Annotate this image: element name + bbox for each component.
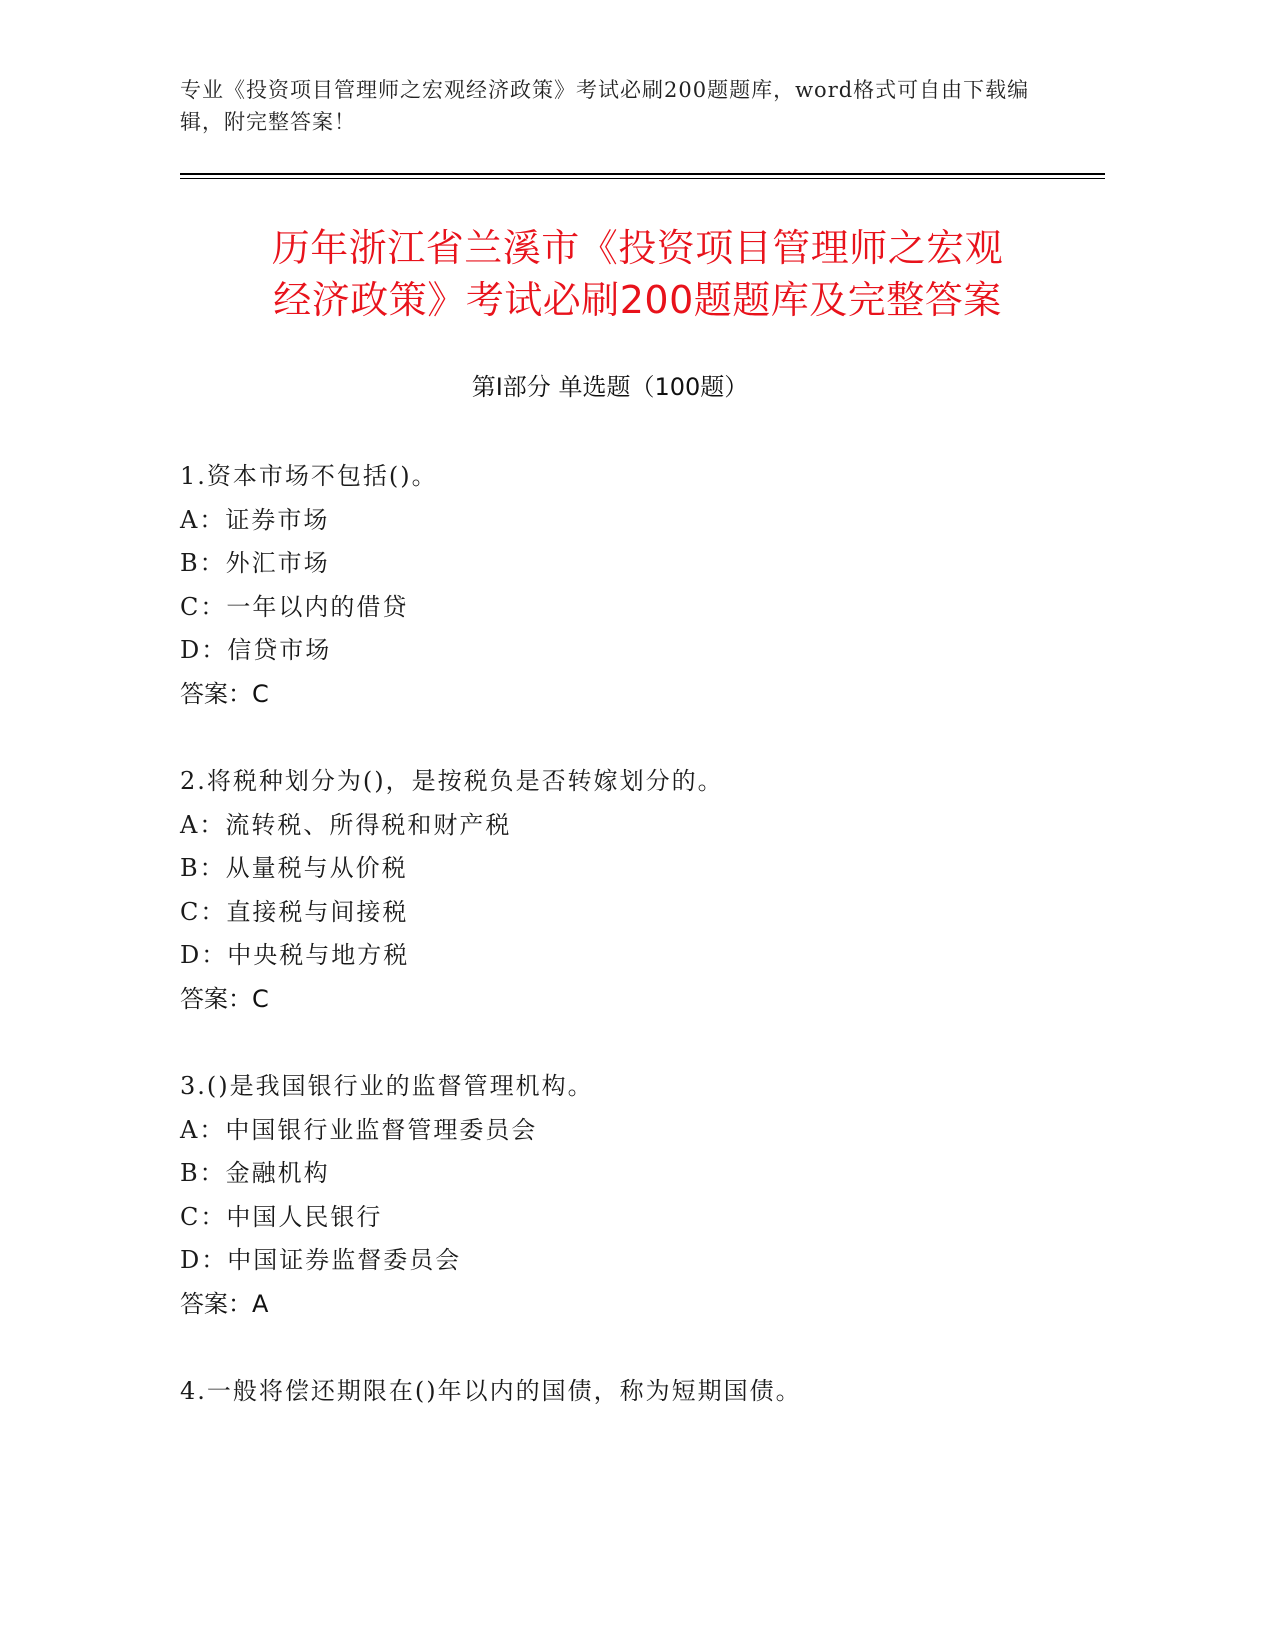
option-c: C：一年以内的借贷 — [180, 592, 409, 621]
document-title — [120, 222, 1155, 326]
question-1 — [180, 455, 1110, 716]
header-note: 专业《投资项目管理师之宏观经济政策》考试必刷200题题库，word格式可自由下载编辑，附完整答案！ — [180, 78, 1030, 134]
option-c: C：直接税与间接税 — [180, 897, 409, 926]
question-list — [180, 455, 1110, 1458]
question-stem: 1.资本市场不包括()。 — [180, 462, 438, 490]
answer: 答案：C — [180, 679, 269, 708]
question-4 — [180, 1370, 1110, 1414]
question-2 — [180, 760, 1110, 1021]
answer: 答案：A — [180, 1289, 269, 1318]
option-b: B：外汇市场 — [180, 549, 330, 577]
answer: 答案：C — [180, 984, 269, 1013]
option-a: A：中国银行业监督管理委员会 — [180, 1115, 538, 1144]
question-3 — [180, 1065, 1110, 1326]
section-title: 第I部分 单选题（100题） — [471, 373, 749, 401]
option-c: C：中国人民银行 — [180, 1202, 383, 1231]
option-d: D：中国证券监督委员会 — [180, 1246, 462, 1274]
option-a: A：证券市场 — [180, 505, 330, 534]
title-line-1: 历年浙江省兰溪市《投资项目管理师之宏观 — [271, 226, 1004, 270]
header-rule-thin — [180, 178, 1105, 179]
option-a: A：流转税、所得税和财产税 — [180, 810, 512, 839]
header-rule-thick — [180, 173, 1105, 175]
question-stem: 2.将税种划分为()，是按税负是否转嫁划分的。 — [180, 767, 724, 795]
option-d: D：信贷市场 — [180, 636, 332, 664]
option-b: B：从量税与从价税 — [180, 854, 408, 882]
option-d: D：中央税与地方税 — [180, 941, 410, 969]
title-line-2: 经济政策》考试必刷200题题库及完整答案 — [273, 278, 1002, 322]
option-b: B：金融机构 — [180, 1159, 330, 1187]
question-stem: 3.()是我国银行业的监督管理机构。 — [180, 1072, 594, 1100]
question-stem: 4.一般将偿还期限在()年以内的国债，称为短期国债。 — [180, 1377, 802, 1405]
